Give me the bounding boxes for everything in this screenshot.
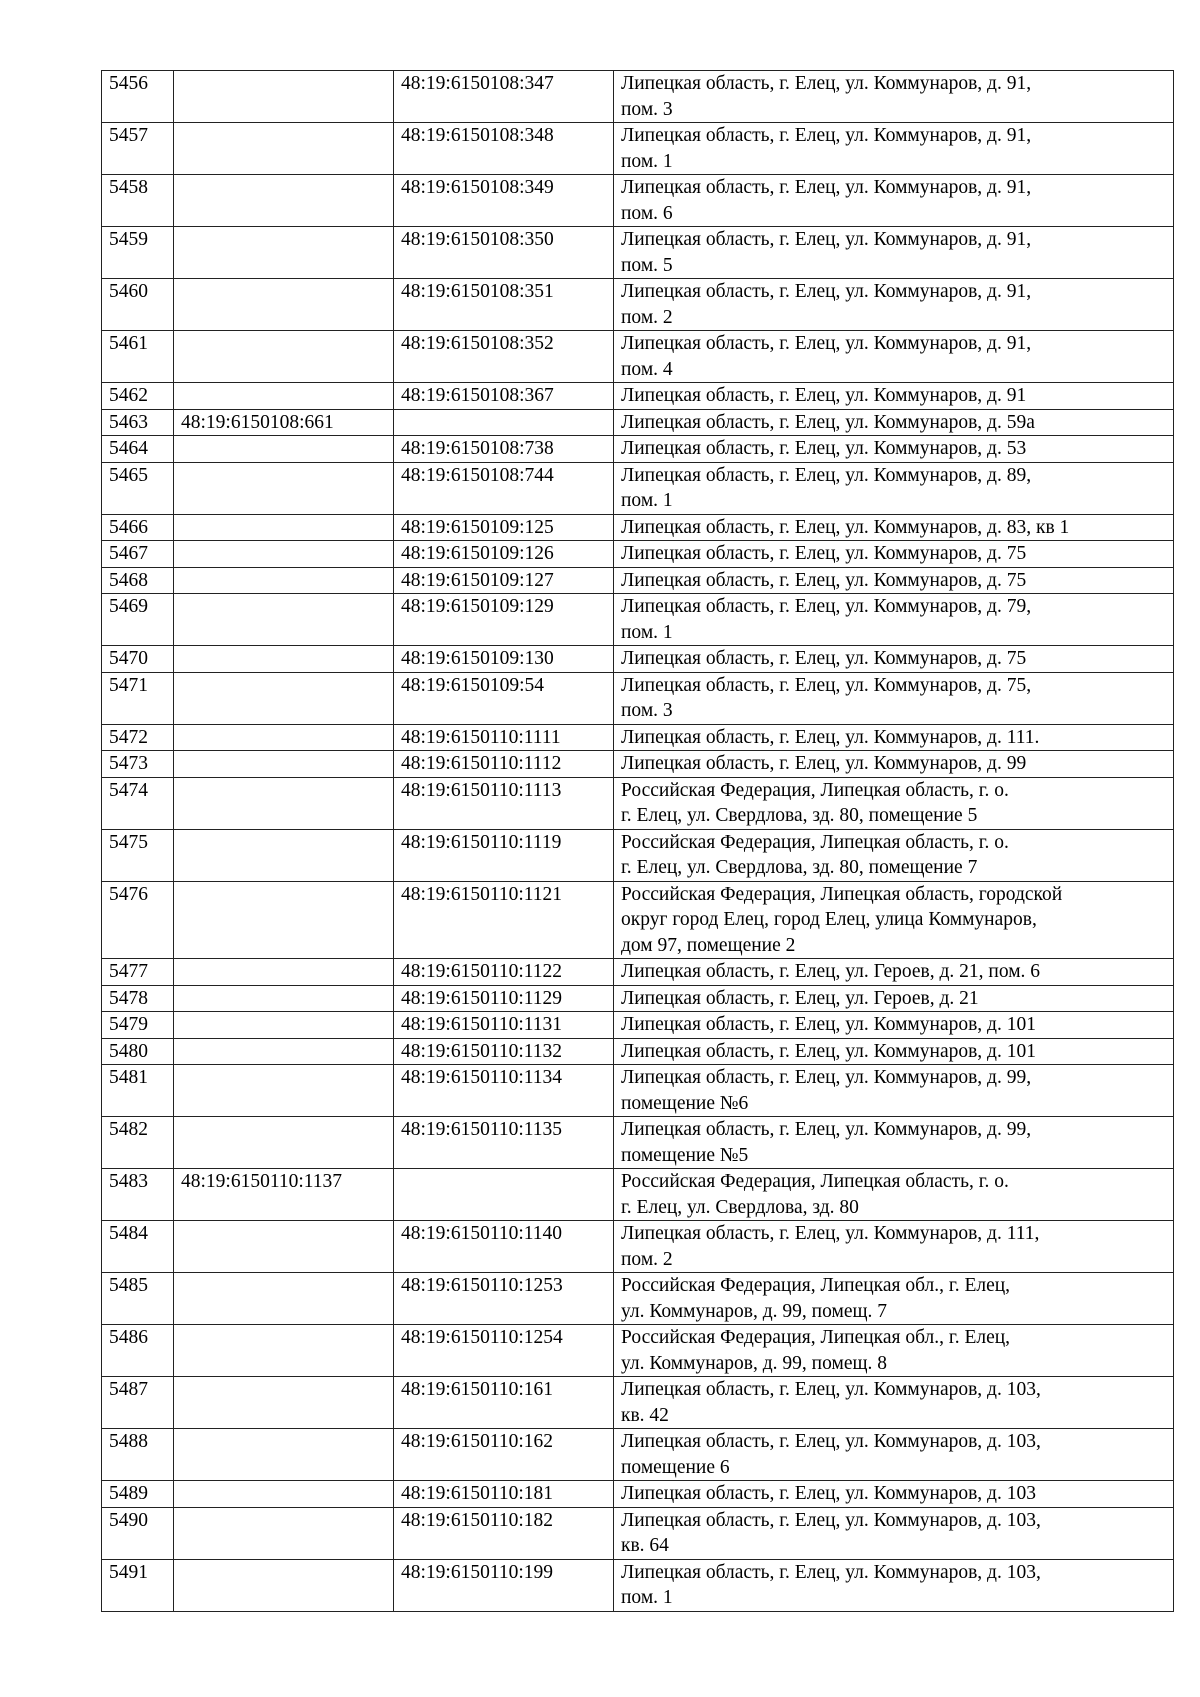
row-number-cell: 5485 (102, 1273, 174, 1325)
land-cadastral-number-cell (174, 71, 394, 123)
registry-table-body (102, 71, 1174, 1612)
address-cell (614, 1221, 1174, 1273)
address-line: Липецкая область, г. Елец, ул. Коммунаров, д. 91, (621, 229, 1032, 250)
address-line: Липецкая область, г. Елец, ул. Коммунаров, д. 103 (621, 1483, 1036, 1504)
address-cell (614, 1429, 1174, 1481)
object-cadastral-number-cell: 48:19:6150109:125 (394, 514, 614, 541)
table-row (102, 646, 1174, 673)
land-cadastral-number-cell (174, 646, 394, 673)
address-line: Российская Федерация, Липецкая область, г. о. (621, 779, 1009, 801)
address-cell (614, 175, 1174, 227)
object-cadastral-number-cell: 48:19:6150110:1140 (394, 1221, 614, 1273)
address-line: кв. 64 (621, 1535, 669, 1556)
address-cell (614, 1117, 1174, 1169)
table-row (102, 1507, 1174, 1559)
land-cadastral-number-cell (174, 567, 394, 594)
address-line: Липецкая область, г. Елец, ул. Героев, д. 21 (621, 987, 979, 1009)
row-number-cell: 5479 (102, 1012, 174, 1039)
land-cadastral-number-cell (174, 514, 394, 541)
registry-table (101, 70, 1174, 1612)
row-number-cell: 5483 (102, 1169, 174, 1221)
address-cell (614, 227, 1174, 279)
row-number-cell: 5458 (102, 175, 174, 227)
address-cell (614, 1012, 1174, 1039)
row-number-cell: 5491 (102, 1559, 174, 1611)
address-line: Липецкая область, г. Елец, ул. Коммунаров, д. 79, (621, 596, 1032, 617)
address-cell (614, 71, 1174, 123)
address-line: пом. 1 (621, 1587, 673, 1608)
object-cadastral-number-cell: 48:19:6150110:182 (394, 1507, 614, 1559)
address-cell (614, 1559, 1174, 1611)
address-line: Липецкая область, г. Елец, ул. Коммунаров, д. 99, (621, 1067, 1032, 1088)
address-line: пом. 1 (621, 621, 673, 643)
table-row (102, 1038, 1174, 1065)
land-cadastral-number-cell (174, 594, 394, 646)
object-cadastral-number-cell: 48:19:6150110:1121 (394, 881, 614, 959)
address-line: пом. 1 (621, 490, 673, 511)
table-row (102, 436, 1174, 463)
row-number-cell: 5484 (102, 1221, 174, 1273)
table-row (102, 227, 1174, 279)
object-cadastral-number-cell: 48:19:6150110:162 (394, 1429, 614, 1481)
address-cell (614, 279, 1174, 331)
address-cell (614, 1169, 1174, 1221)
table-row (102, 279, 1174, 331)
address-line: г. Елец, ул. Свердлова, зд. 80, помещение 5 (621, 805, 978, 826)
object-cadastral-number-cell: 48:19:6150108:738 (394, 436, 614, 463)
address-line: Липецкая область, г. Елец, ул. Коммунаров, д. 111, (621, 1223, 1040, 1244)
land-cadastral-number-cell (174, 959, 394, 986)
land-cadastral-number-cell (174, 123, 394, 175)
address-line: Липецкая область, г. Елец, ул. Коммунаров, д. 91, (621, 281, 1032, 302)
row-number-cell: 5475 (102, 829, 174, 881)
address-line: округ город Елец, город Елец, улица Коммунаров, (621, 909, 1037, 930)
land-cadastral-number-cell (174, 1117, 394, 1169)
address-line: пом. 5 (621, 254, 673, 276)
address-cell (614, 881, 1174, 959)
address-cell (614, 646, 1174, 673)
table-row (102, 985, 1174, 1012)
land-cadastral-number-cell (174, 985, 394, 1012)
table-row (102, 594, 1174, 646)
address-cell (614, 383, 1174, 410)
address-line: пом. 2 (621, 1248, 673, 1270)
land-cadastral-number-cell (174, 331, 394, 383)
object-cadastral-number-cell: 48:19:6150109:130 (394, 646, 614, 673)
land-cadastral-number-cell (174, 227, 394, 279)
address-cell (614, 567, 1174, 594)
row-number-cell: 5473 (102, 751, 174, 778)
address-cell (614, 514, 1174, 541)
land-cadastral-number-cell (174, 1012, 394, 1039)
address-line: пом. 3 (621, 98, 673, 120)
address-line: Липецкая область, г. Елец, ул. Коммунаров, д. 59а (621, 411, 1035, 433)
object-cadastral-number-cell: 48:19:6150110:161 (394, 1377, 614, 1429)
table-row (102, 1325, 1174, 1377)
table-row (102, 71, 1174, 123)
land-cadastral-number-cell (174, 1038, 394, 1065)
table-row (102, 1377, 1174, 1429)
land-cadastral-number-cell (174, 1481, 394, 1508)
address-line: г. Елец, ул. Свердлова, зд. 80, помещение 7 (621, 857, 978, 878)
row-number-cell: 5459 (102, 227, 174, 279)
address-line: Липецкая область, г. Елец, ул. Коммунаров, д. 103, (621, 1561, 1041, 1583)
row-number-cell: 5464 (102, 436, 174, 463)
address-line: г. Елец, ул. Свердлова, зд. 80 (621, 1196, 859, 1218)
address-line: Липецкая область, г. Елец, ул. Коммунаров, д. 75, (621, 674, 1032, 696)
address-line: Липецкая область, г. Елец, ул. Коммунаров, д. 91, (621, 125, 1032, 146)
object-cadastral-number-cell: 48:19:6150110:1129 (394, 985, 614, 1012)
address-cell (614, 959, 1174, 986)
address-cell (614, 1377, 1174, 1429)
row-number-cell: 5463 (102, 409, 174, 436)
address-cell (614, 409, 1174, 436)
address-cell (614, 1065, 1174, 1117)
address-cell (614, 436, 1174, 463)
address-line: Липецкая область, г. Елец, ул. Коммунаров, д. 83, кв 1 (621, 516, 1070, 538)
land-cadastral-number-cell (174, 541, 394, 568)
address-line: Липецкая область, г. Елец, ул. Коммунаров, д. 89, (621, 464, 1032, 486)
address-line: Липецкая область, г. Елец, ул. Коммунаров, д. 75 (621, 569, 1027, 591)
land-cadastral-number-cell (174, 383, 394, 410)
address-line: ул. Коммунаров, д. 99, помещ. 7 (621, 1300, 888, 1322)
table-row (102, 959, 1174, 986)
address-line: Липецкая область, г. Елец, ул. Коммунаров, д. 99 (621, 753, 1027, 774)
address-cell (614, 829, 1174, 881)
row-number-cell: 5486 (102, 1325, 174, 1377)
address-line: Липецкая область, г. Елец, ул. Коммунаров, д. 53 (621, 438, 1027, 459)
object-cadastral-number-cell: 48:19:6150110:199 (394, 1559, 614, 1611)
land-cadastral-number-cell (174, 724, 394, 751)
address-line: Липецкая область, г. Елец, ул. Коммунаров, д. 91, (621, 333, 1032, 354)
address-line: Российская Федерация, Липецкая область, г. о. (621, 831, 1009, 853)
address-line: Липецкая область, г. Елец, ул. Коммунаров, д. 91 (621, 385, 1027, 406)
address-line: пом. 2 (621, 306, 673, 328)
land-cadastral-number-cell (174, 751, 394, 778)
land-cadastral-number-cell (174, 1559, 394, 1611)
object-cadastral-number-cell: 48:19:6150108:367 (394, 383, 614, 410)
object-cadastral-number-cell: 48:19:6150110:1119 (394, 829, 614, 881)
object-cadastral-number-cell: 48:19:6150108:352 (394, 331, 614, 383)
object-cadastral-number-cell: 48:19:6150109:126 (394, 541, 614, 568)
land-cadastral-number-cell (174, 1377, 394, 1429)
object-cadastral-number-cell: 48:19:6150110:1253 (394, 1273, 614, 1325)
address-cell (614, 1038, 1174, 1065)
address-cell (614, 462, 1174, 514)
table-row (102, 751, 1174, 778)
table-row (102, 409, 1174, 436)
row-number-cell: 5470 (102, 646, 174, 673)
table-row (102, 1273, 1174, 1325)
address-line: Липецкая область, г. Елец, ул. Коммунаров, д. 75 (621, 648, 1027, 669)
object-cadastral-number-cell: 48:19:6150110:1113 (394, 777, 614, 829)
row-number-cell: 5476 (102, 881, 174, 959)
address-line: Российская Федерация, Липецкая обл., г. Елец, (621, 1275, 1011, 1296)
row-number-cell: 5477 (102, 959, 174, 986)
row-number-cell: 5466 (102, 514, 174, 541)
row-number-cell: 5456 (102, 71, 174, 123)
address-cell (614, 777, 1174, 829)
object-cadastral-number-cell: 48:19:6150110:1111 (394, 724, 614, 751)
row-number-cell: 5469 (102, 594, 174, 646)
address-cell (614, 1481, 1174, 1508)
address-cell (614, 985, 1174, 1012)
address-line: Липецкая область, г. Елец, ул. Коммунаров, д. 75 (621, 543, 1027, 564)
object-cadastral-number-cell: 48:19:6150109:127 (394, 567, 614, 594)
address-cell (614, 1325, 1174, 1377)
address-line: пом. 1 (621, 150, 673, 172)
object-cadastral-number-cell: 48:19:6150110:1131 (394, 1012, 614, 1039)
address-cell (614, 331, 1174, 383)
land-cadastral-number-cell (174, 881, 394, 959)
address-line: пом. 6 (621, 202, 673, 224)
address-cell (614, 1273, 1174, 1325)
address-line: ул. Коммунаров, д. 99, помещ. 8 (621, 1352, 888, 1374)
object-cadastral-number-cell: 48:19:6150109:129 (394, 594, 614, 646)
land-cadastral-number-cell (174, 829, 394, 881)
row-number-cell: 5478 (102, 985, 174, 1012)
address-cell (614, 594, 1174, 646)
row-number-cell: 5457 (102, 123, 174, 175)
land-cadastral-number-cell (174, 1273, 394, 1325)
table-row (102, 175, 1174, 227)
row-number-cell: 5474 (102, 777, 174, 829)
address-line: Липецкая область, г. Елец, ул. Коммунаров, д. 91, (621, 177, 1032, 198)
land-cadastral-number-cell (174, 462, 394, 514)
row-number-cell: 5487 (102, 1377, 174, 1429)
object-cadastral-number-cell: 48:19:6150110:1134 (394, 1065, 614, 1117)
address-line: Липецкая область, г. Елец, ул. Коммунаров, д. 111. (621, 726, 1040, 748)
table-row (102, 383, 1174, 410)
land-cadastral-number-cell (174, 1325, 394, 1377)
row-number-cell: 5461 (102, 331, 174, 383)
land-cadastral-number-cell (174, 672, 394, 724)
land-cadastral-number-cell (174, 1507, 394, 1559)
table-row (102, 672, 1174, 724)
land-cadastral-number-cell (174, 777, 394, 829)
object-cadastral-number-cell: 48:19:6150109:54 (394, 672, 614, 724)
address-line: Липецкая область, г. Елец, ул. Коммунаров, д. 101 (621, 1040, 1036, 1062)
table-row (102, 881, 1174, 959)
row-number-cell: 5489 (102, 1481, 174, 1508)
object-cadastral-number-cell: 48:19:6150108:744 (394, 462, 614, 514)
land-cadastral-number-cell (174, 175, 394, 227)
object-cadastral-number-cell: 48:19:6150110:1132 (394, 1038, 614, 1065)
row-number-cell: 5462 (102, 383, 174, 410)
address-cell (614, 123, 1174, 175)
object-cadastral-number-cell (394, 409, 614, 436)
address-cell (614, 672, 1174, 724)
table-row (102, 514, 1174, 541)
object-cadastral-number-cell: 48:19:6150110:181 (394, 1481, 614, 1508)
address-line: Российская Федерация, Липецкая область, городской (621, 883, 1063, 905)
address-line: Липецкая область, г. Елец, ул. Коммунаров, д. 103, (621, 1509, 1041, 1531)
object-cadastral-number-cell: 48:19:6150110:1112 (394, 751, 614, 778)
table-row (102, 1559, 1174, 1611)
object-cadastral-number-cell (394, 1169, 614, 1221)
object-cadastral-number-cell: 48:19:6150108:348 (394, 123, 614, 175)
land-cadastral-number-cell: 48:19:6150110:1137 (174, 1169, 394, 1221)
land-cadastral-number-cell (174, 436, 394, 463)
row-number-cell: 5490 (102, 1507, 174, 1559)
object-cadastral-number-cell: 48:19:6150108:347 (394, 71, 614, 123)
address-line: Липецкая область, г. Елец, ул. Коммунаров, д. 101 (621, 1014, 1036, 1035)
row-number-cell: 5482 (102, 1117, 174, 1169)
table-row (102, 567, 1174, 594)
address-line: дом 97, помещение 2 (621, 934, 796, 956)
row-number-cell: 5468 (102, 567, 174, 594)
object-cadastral-number-cell: 48:19:6150108:349 (394, 175, 614, 227)
address-line: кв. 42 (621, 1404, 669, 1426)
land-cadastral-number-cell (174, 1221, 394, 1273)
address-line: пом. 4 (621, 358, 673, 380)
row-number-cell: 5471 (102, 672, 174, 724)
address-line: пом. 3 (621, 700, 673, 721)
object-cadastral-number-cell: 48:19:6150110:1122 (394, 959, 614, 986)
address-line: Липецкая область, г. Елец, ул. Героев, д. 21, пом. 6 (621, 961, 1041, 982)
land-cadastral-number-cell: 48:19:6150108:661 (174, 409, 394, 436)
address-line: Российская Федерация, Липецкая обл., г. Елец, (621, 1327, 1011, 1348)
row-number-cell: 5465 (102, 462, 174, 514)
object-cadastral-number-cell: 48:19:6150110:1254 (394, 1325, 614, 1377)
table-row (102, 724, 1174, 751)
table-row (102, 1117, 1174, 1169)
address-line: Липецкая область, г. Елец, ул. Коммунаров, д. 99, (621, 1119, 1032, 1140)
table-row (102, 777, 1174, 829)
land-cadastral-number-cell (174, 279, 394, 331)
address-cell (614, 541, 1174, 568)
address-cell (614, 724, 1174, 751)
object-cadastral-number-cell: 48:19:6150108:350 (394, 227, 614, 279)
table-row (102, 1169, 1174, 1221)
object-cadastral-number-cell: 48:19:6150108:351 (394, 279, 614, 331)
table-row (102, 829, 1174, 881)
address-line: Липецкая область, г. Елец, ул. Коммунаров, д. 91, (621, 73, 1032, 94)
address-line: помещение №6 (621, 1092, 749, 1114)
table-row (102, 123, 1174, 175)
land-cadastral-number-cell (174, 1065, 394, 1117)
row-number-cell: 5480 (102, 1038, 174, 1065)
address-line: Российская Федерация, Липецкая область, г. о. (621, 1171, 1009, 1192)
table-row (102, 331, 1174, 383)
address-line: Липецкая область, г. Елец, ул. Коммунаров, д. 103, (621, 1379, 1041, 1400)
address-line: помещение №5 (621, 1144, 749, 1166)
table-row (102, 1221, 1174, 1273)
row-number-cell: 5481 (102, 1065, 174, 1117)
table-row (102, 1012, 1174, 1039)
table-row (102, 462, 1174, 514)
row-number-cell: 5467 (102, 541, 174, 568)
table-row (102, 541, 1174, 568)
address-line: помещение 6 (621, 1456, 730, 1478)
land-cadastral-number-cell (174, 1429, 394, 1481)
table-row (102, 1429, 1174, 1481)
address-cell (614, 751, 1174, 778)
address-line: Липецкая область, г. Елец, ул. Коммунаров, д. 103, (621, 1431, 1041, 1452)
row-number-cell: 5460 (102, 279, 174, 331)
row-number-cell: 5472 (102, 724, 174, 751)
address-cell (614, 1507, 1174, 1559)
object-cadastral-number-cell: 48:19:6150110:1135 (394, 1117, 614, 1169)
table-row (102, 1065, 1174, 1117)
table-row (102, 1481, 1174, 1508)
row-number-cell: 5488 (102, 1429, 174, 1481)
